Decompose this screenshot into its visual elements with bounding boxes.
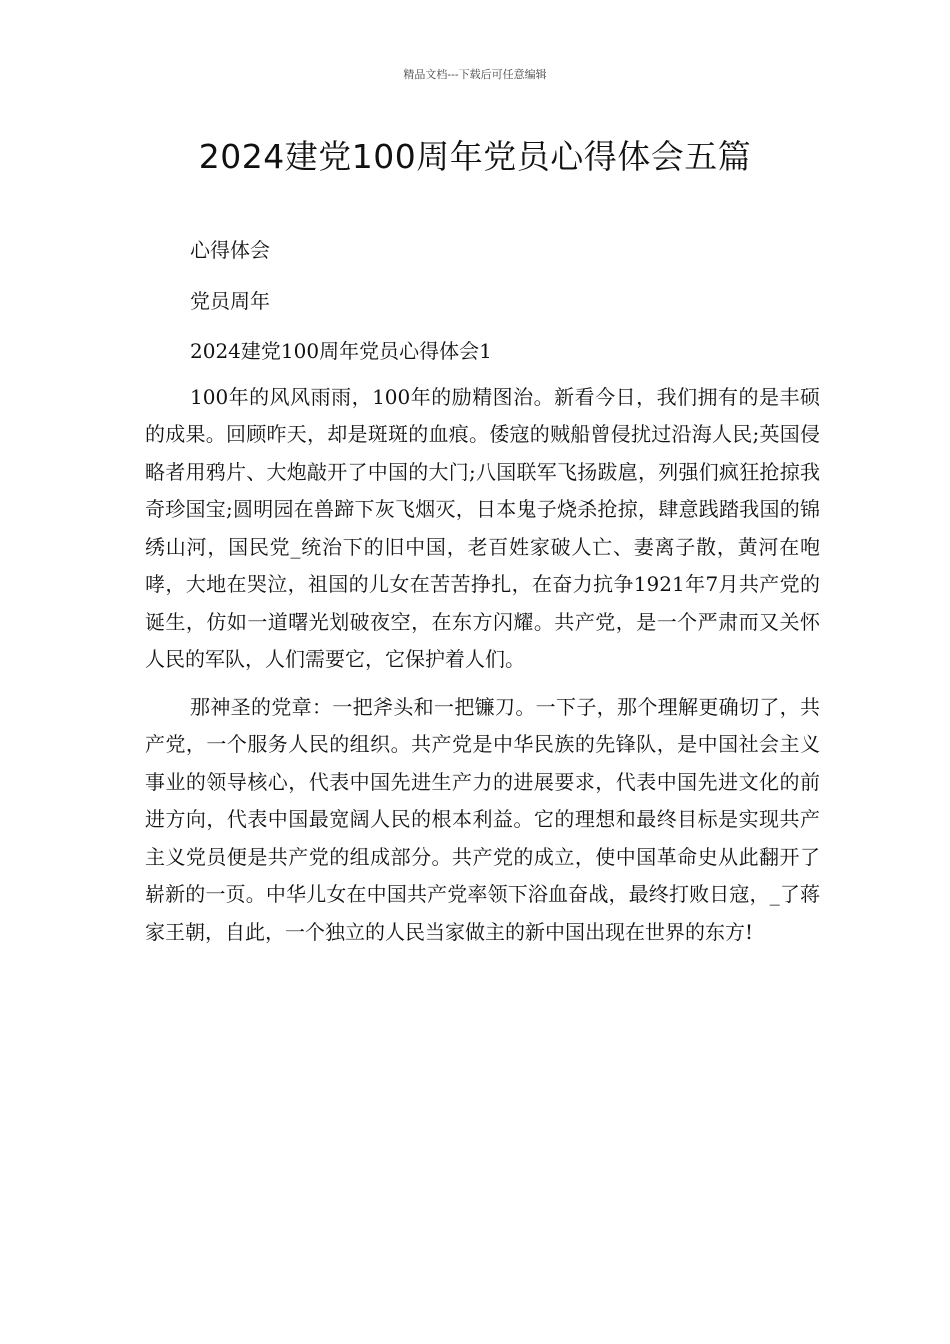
- page-header: 精品文档---下载后可任意编辑: [403, 68, 547, 81]
- document-body: [145, 232, 820, 961]
- section-title: 2024建党100周年党员心得体会1: [190, 339, 492, 363]
- keyword-tag: 党员周年: [190, 288, 270, 313]
- keyword-category: 心得体会: [190, 238, 270, 262]
- paragraph: 那神圣的党章：一把斧头和一把镰刀。一下子，那个理解更确切了，共产党，一个服务人民的组织。共产党是中华民族的先锋队，是中国社会主义事业的领导核心，代表中国先进生产力的进展要求，代表中国先进文化的前进方向，代表中国最宽阔人民的根本利益。它的理想和最终目标是实现共产主义党员便是共产党的组成部分。共产党的成立，使中国革命史从此翻开了崭新的一页。中华儿女在中国共产党率领下浴血奋战，最终打败日寇，_了蒋家王朝，自此，一个独立的人民当家做主的新中国出现在世界的东方!: [145, 694, 820, 944]
- document-title: 2024建党100周年党员心得体会五篇: [198, 137, 752, 176]
- paragraph: 100年的风风雨雨，100年的励精图治。新看今日，我们拥有的是丰硕的成果。回顾昨天，却是斑斑的血痕。倭寇的贼船曾侵扰过沿海人民;英国侵略者用鸦片、大炮敲开了中国的大门;八国联军飞扬跋扈，列强们疯狂抢掠我奇珍国宝;圆明园在兽蹄下灰飞烟灭，日本鬼子烧杀抢掠，肆意践踏我国的锦绣山河，国民党_统治下的旧中国，老百姓家破人亡、妻离子散，黄河在咆哮，大地在哭泣，祖国的儿女在苦苦挣扎，在奋力抗争1921年7月共产党的诞生，仿如一道曙光划破夜空，在东方闪耀。共产党，是一个严肃而又关怀人民的军队，人们需要它，它保护着人们。: [145, 384, 820, 671]
